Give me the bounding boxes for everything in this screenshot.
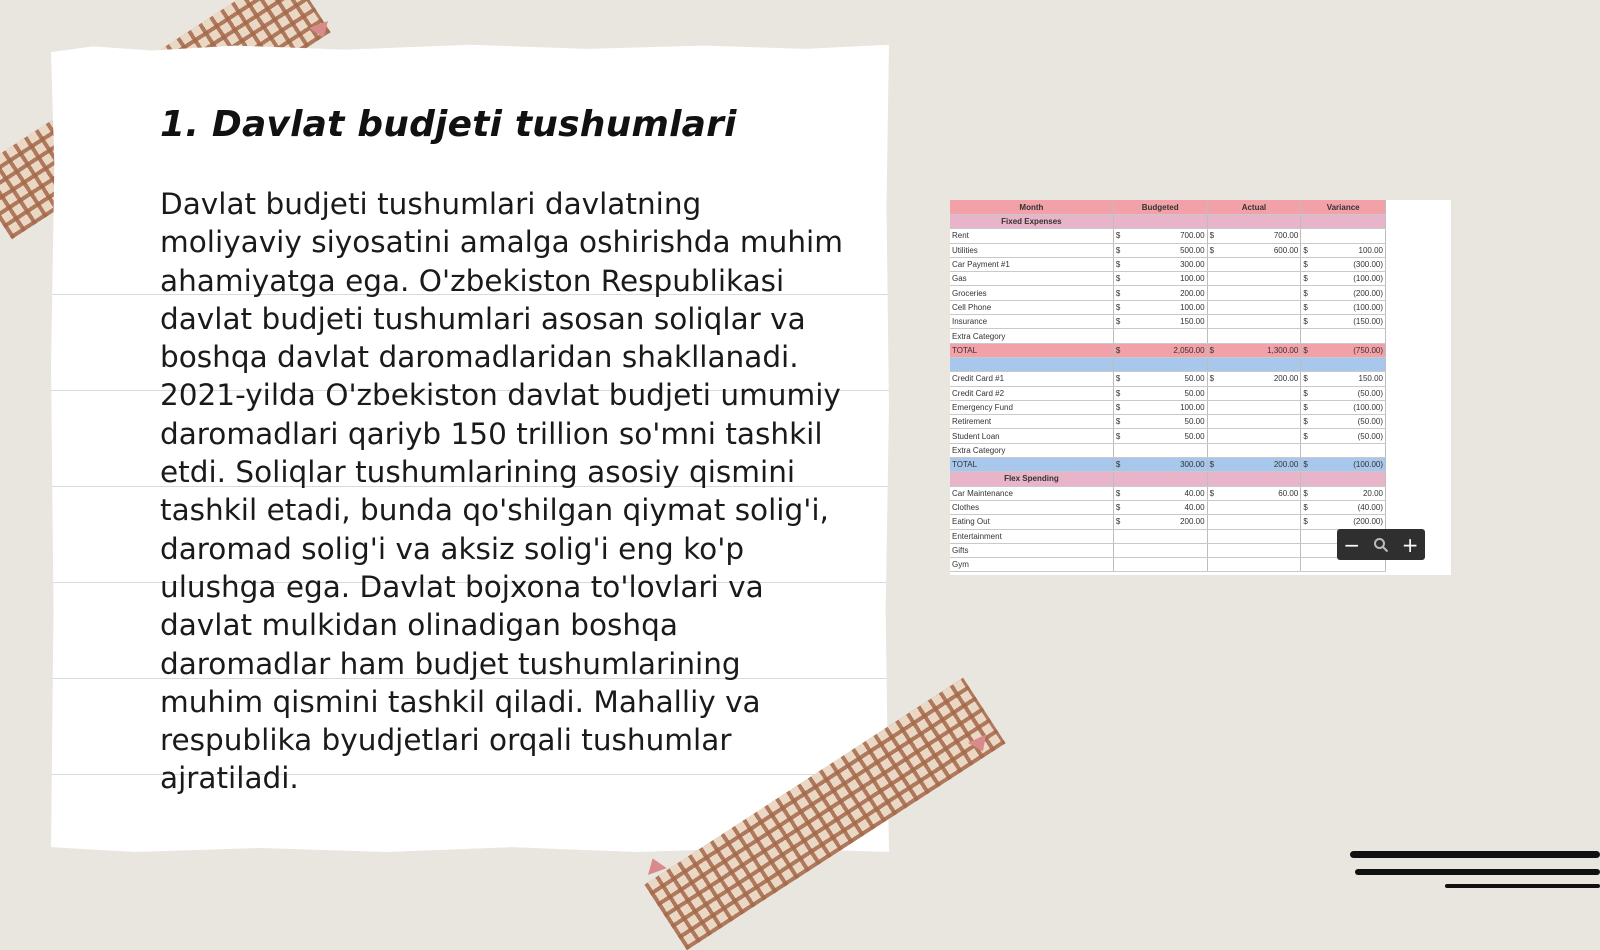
slide-title: 1. Davlat budjeti tushumlari xyxy=(160,104,737,145)
table-cell xyxy=(1301,215,1386,229)
currency-symbol: $ xyxy=(1303,517,1308,527)
spacer-row xyxy=(950,357,1386,371)
table-row xyxy=(950,515,1386,529)
budgeted-cell xyxy=(1113,515,1207,529)
table-row xyxy=(950,257,1386,271)
cell-value: (50.00) xyxy=(1357,431,1383,441)
zoom-in-button[interactable]: + xyxy=(1401,532,1419,557)
variance-cell xyxy=(1301,286,1386,300)
currency-symbol: $ xyxy=(1303,417,1308,427)
currency-symbol: $ xyxy=(1303,245,1308,255)
cell-value: (100.00) xyxy=(1353,274,1383,284)
cell-value: (750.00) xyxy=(1353,345,1383,355)
decorative-brush-stroke xyxy=(1445,884,1600,888)
currency-symbol: $ xyxy=(1303,503,1308,513)
table-cell xyxy=(1113,215,1207,229)
table-row xyxy=(950,458,1386,472)
header-budgeted: Budgeted xyxy=(1113,200,1207,215)
table-cell xyxy=(950,357,1113,371)
cell-value: 500.00 xyxy=(1180,245,1205,255)
table-body xyxy=(950,215,1386,572)
actual-cell xyxy=(1207,372,1301,386)
actual-cell xyxy=(1207,329,1301,343)
currency-symbol: $ xyxy=(1115,431,1121,441)
section-row xyxy=(950,215,1386,229)
row-label: Emergency Fund xyxy=(950,400,1113,414)
cell-value: 300.00 xyxy=(1180,460,1205,470)
variance-cell xyxy=(1301,315,1386,329)
cell-value: (300.00) xyxy=(1353,260,1383,270)
header-variance: Variance xyxy=(1301,200,1386,215)
budgeted-cell xyxy=(1113,543,1207,557)
row-label: Eating Out xyxy=(950,515,1113,529)
table-row xyxy=(950,429,1386,443)
actual-cell xyxy=(1207,386,1301,400)
budgeted-cell xyxy=(1113,529,1207,543)
row-label: Groceries xyxy=(950,286,1113,300)
currency-symbol: $ xyxy=(1303,302,1308,312)
currency-symbol: $ xyxy=(1303,460,1308,470)
currency-symbol: $ xyxy=(1115,417,1121,427)
row-label: Student Loan xyxy=(950,429,1113,443)
table-row xyxy=(950,372,1386,386)
budgeted-cell xyxy=(1113,372,1207,386)
table-cell xyxy=(1207,215,1301,229)
row-label: Credit Card #2 xyxy=(950,386,1113,400)
budgeted-cell xyxy=(1113,272,1207,286)
cell-value: 200.00 xyxy=(1180,517,1205,527)
variance-cell xyxy=(1301,515,1386,529)
section-label: Fixed Expenses xyxy=(950,215,1113,229)
row-label: Extra Category xyxy=(950,443,1113,457)
budgeted-cell xyxy=(1113,315,1207,329)
cell-value: 2,050.00 xyxy=(1173,345,1205,355)
row-label: Rent xyxy=(950,229,1113,243)
actual-cell xyxy=(1207,458,1301,472)
row-label: Entertainment xyxy=(950,529,1113,543)
cell-value: 200.00 xyxy=(1273,460,1299,470)
actual-cell xyxy=(1207,315,1301,329)
budgeted-cell xyxy=(1113,458,1207,472)
cell-value: 100.00 xyxy=(1180,302,1205,312)
cell-value: (150.00) xyxy=(1353,317,1383,327)
table-header-row xyxy=(950,200,1386,215)
variance-cell xyxy=(1301,500,1386,514)
currency-symbol: $ xyxy=(1115,317,1121,327)
cell-value: 100.00 xyxy=(1180,403,1205,412)
table-cell xyxy=(1207,357,1301,371)
cell-value: 100.00 xyxy=(1180,274,1205,284)
currency-symbol: $ xyxy=(1209,245,1215,255)
variance-cell xyxy=(1301,443,1386,457)
budgeted-cell xyxy=(1113,229,1207,243)
currency-symbol: $ xyxy=(1303,274,1308,284)
table-row xyxy=(950,329,1386,343)
actual-cell xyxy=(1207,300,1301,314)
row-label: Gas xyxy=(950,272,1113,286)
currency-symbol: $ xyxy=(1115,460,1121,470)
header-actual: Actual xyxy=(1207,200,1301,215)
section-row xyxy=(950,472,1386,486)
budgeted-cell xyxy=(1113,415,1207,429)
actual-cell xyxy=(1207,543,1301,557)
cell-value: 50.00 xyxy=(1184,374,1205,384)
row-label: Retirement xyxy=(950,415,1113,429)
table-row xyxy=(950,443,1386,457)
variance-cell xyxy=(1301,486,1386,500)
row-label: Extra Category xyxy=(950,329,1113,343)
budgeted-cell xyxy=(1113,286,1207,300)
currency-symbol: $ xyxy=(1209,374,1215,384)
table-cell xyxy=(1207,472,1301,486)
cell-value: 40.00 xyxy=(1184,503,1205,513)
actual-cell xyxy=(1207,243,1301,257)
table-row xyxy=(950,386,1386,400)
currency-symbol: $ xyxy=(1303,388,1308,398)
cell-value: (100.00) xyxy=(1353,302,1383,312)
actual-cell xyxy=(1207,529,1301,543)
actual-cell xyxy=(1207,286,1301,300)
cell-value: 600.00 xyxy=(1273,245,1299,255)
cell-value: 700.00 xyxy=(1273,231,1299,241)
header-month: Month xyxy=(950,200,1113,215)
currency-symbol: $ xyxy=(1115,245,1121,255)
variance-cell xyxy=(1301,386,1386,400)
table-row xyxy=(950,243,1386,257)
currency-symbol: $ xyxy=(1115,288,1121,298)
decorative-brush-stroke xyxy=(1355,869,1600,875)
table-row xyxy=(950,286,1386,300)
currency-symbol: $ xyxy=(1115,403,1121,412)
table-row xyxy=(950,558,1386,572)
cell-value: 100.00 xyxy=(1358,245,1383,255)
row-label: TOTAL xyxy=(950,458,1113,472)
table-cell xyxy=(1113,472,1207,486)
variance-cell xyxy=(1301,458,1386,472)
cell-value: 200.00 xyxy=(1273,374,1299,384)
table-row xyxy=(950,400,1386,414)
variance-cell xyxy=(1301,229,1386,243)
cell-value: 50.00 xyxy=(1184,388,1205,398)
table-row xyxy=(950,500,1386,514)
cell-value: (200.00) xyxy=(1353,517,1383,527)
variance-cell xyxy=(1301,272,1386,286)
cell-value: 150.00 xyxy=(1358,374,1383,384)
currency-symbol: $ xyxy=(1115,488,1121,498)
actual-cell xyxy=(1207,272,1301,286)
budgeted-cell xyxy=(1113,443,1207,457)
budgeted-cell xyxy=(1113,243,1207,257)
cell-value: 1,300.00 xyxy=(1267,345,1299,355)
currency-symbol: $ xyxy=(1115,374,1121,384)
decorative-brush-stroke xyxy=(1350,851,1600,858)
budgeted-cell xyxy=(1113,500,1207,514)
cell-value: (200.00) xyxy=(1353,288,1383,298)
currency-symbol: $ xyxy=(1209,345,1215,355)
currency-symbol: $ xyxy=(1209,460,1215,470)
actual-cell xyxy=(1207,443,1301,457)
currency-symbol: $ xyxy=(1303,403,1308,412)
actual-cell xyxy=(1207,343,1301,357)
variance-cell xyxy=(1301,243,1386,257)
currency-symbol: $ xyxy=(1303,345,1308,355)
variance-cell xyxy=(1301,329,1386,343)
currency-symbol: $ xyxy=(1115,260,1121,270)
row-label: Car Maintenance xyxy=(950,486,1113,500)
budgeted-cell xyxy=(1113,343,1207,357)
cell-value: (50.00) xyxy=(1357,388,1383,398)
currency-symbol: $ xyxy=(1115,388,1121,398)
actual-cell xyxy=(1207,558,1301,572)
currency-symbol: $ xyxy=(1209,488,1215,498)
currency-symbol: $ xyxy=(1303,431,1308,441)
variance-cell xyxy=(1301,343,1386,357)
table-row xyxy=(950,343,1386,357)
cell-value: (100.00) xyxy=(1353,460,1383,470)
table-row xyxy=(950,315,1386,329)
row-label: Utilities xyxy=(950,243,1113,257)
currency-symbol: $ xyxy=(1303,288,1308,298)
cell-value: 200.00 xyxy=(1180,288,1205,298)
currency-symbol: $ xyxy=(1303,374,1308,384)
cell-value: 60.00 xyxy=(1278,488,1299,498)
row-label: TOTAL xyxy=(950,343,1113,357)
cell-value: (100.00) xyxy=(1353,403,1383,412)
row-label: Gifts xyxy=(950,543,1113,557)
budgeted-cell xyxy=(1113,300,1207,314)
variance-cell xyxy=(1301,372,1386,386)
table-row xyxy=(950,415,1386,429)
budgeted-cell xyxy=(1113,558,1207,572)
table-row xyxy=(950,529,1386,543)
variance-cell xyxy=(1301,415,1386,429)
table-cell xyxy=(1301,357,1386,371)
row-label: Clothes xyxy=(950,500,1113,514)
currency-symbol: $ xyxy=(1209,231,1215,241)
zoom-out-button[interactable]: − xyxy=(1343,532,1361,557)
cell-value: (40.00) xyxy=(1357,503,1383,513)
actual-cell xyxy=(1207,415,1301,429)
currency-symbol: $ xyxy=(1115,231,1121,241)
cell-value: 50.00 xyxy=(1184,431,1205,441)
magnifier-icon[interactable] xyxy=(1373,537,1389,553)
section-label: Flex Spending xyxy=(950,472,1113,486)
actual-cell xyxy=(1207,229,1301,243)
table-row xyxy=(950,543,1386,557)
cell-value: (50.00) xyxy=(1357,417,1383,427)
actual-cell xyxy=(1207,400,1301,414)
actual-cell xyxy=(1207,486,1301,500)
slide-body-text: Davlat budjeti tushumlari davlatning moliyaviy siyosatini amalga oshirishda muhim ahamiyatga ega. O'zbekiston Respublikasi davlat budjeti tushumlari asosan soliqlar va boshqa davlat daromadlaridan shakllanadi. 2021-yilda O'zbekiston davlat budjeti umumiy daromadlari qariyb 150 trillion so'mni tashkil etdi. Soliqlar tushumlarining asosiy qismini tashkil etadi, bunda qo'shilgan qiymat solig'i, daromad solig'i va aksiz solig'i eng ko'p ulushga ega. Davlat bojxona to'lovlari va davlat mulkidan olinadigan boshqa daromadlar ham budjet tushumlarining muhim qismini tashkil qiladi. Mahalliy va respublika byudjetlari orqali tushumlar ajratiladi. xyxy=(160,187,843,796)
budgeted-cell xyxy=(1113,386,1207,400)
row-label: Car Payment #1 xyxy=(950,257,1113,271)
budgeted-cell xyxy=(1113,400,1207,414)
table-row xyxy=(950,272,1386,286)
cell-value: 700.00 xyxy=(1180,231,1205,241)
table-cell xyxy=(1113,357,1207,371)
table-cell xyxy=(1301,472,1386,486)
actual-cell xyxy=(1207,257,1301,271)
cell-value: 150.00 xyxy=(1180,317,1205,327)
currency-symbol: $ xyxy=(1115,345,1121,355)
cell-value: 40.00 xyxy=(1184,488,1205,498)
variance-cell xyxy=(1301,400,1386,414)
cell-value: 20.00 xyxy=(1362,488,1383,498)
row-label: Credit Card #1 xyxy=(950,372,1113,386)
zoom-controls xyxy=(1337,529,1425,560)
currency-symbol: $ xyxy=(1115,517,1121,527)
row-label: Gym xyxy=(950,558,1113,572)
currency-symbol: $ xyxy=(1115,503,1121,513)
variance-cell xyxy=(1301,429,1386,443)
variance-cell xyxy=(1301,300,1386,314)
row-label: Insurance xyxy=(950,315,1113,329)
budget-spreadsheet-image xyxy=(950,200,1451,575)
actual-cell xyxy=(1207,500,1301,514)
currency-symbol: $ xyxy=(1303,488,1308,498)
table-row xyxy=(950,486,1386,500)
budgeted-cell xyxy=(1113,257,1207,271)
budgeted-cell xyxy=(1113,486,1207,500)
cell-value: 50.00 xyxy=(1184,417,1205,427)
currency-symbol: $ xyxy=(1303,317,1308,327)
budget-table xyxy=(950,200,1386,572)
actual-cell xyxy=(1207,429,1301,443)
currency-symbol: $ xyxy=(1303,260,1308,270)
currency-symbol: $ xyxy=(1115,302,1121,312)
table-row xyxy=(950,229,1386,243)
budgeted-cell xyxy=(1113,429,1207,443)
variance-cell xyxy=(1301,257,1386,271)
budgeted-cell xyxy=(1113,329,1207,343)
actual-cell xyxy=(1207,515,1301,529)
row-label: Cell Phone xyxy=(950,300,1113,314)
currency-symbol: $ xyxy=(1115,274,1121,284)
table-row xyxy=(950,300,1386,314)
cell-value: 300.00 xyxy=(1180,260,1205,270)
